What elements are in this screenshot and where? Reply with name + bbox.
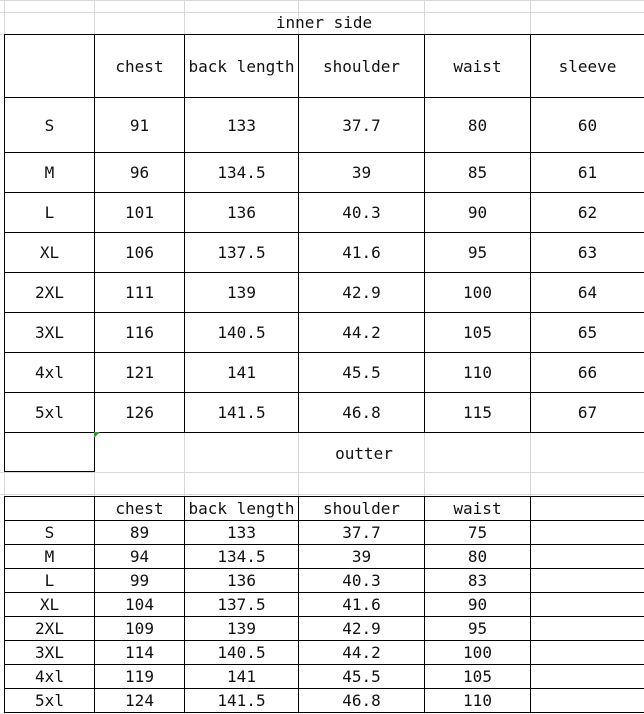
inner-table-cell[interactable]: 105 xyxy=(424,312,531,353)
inner-table-cell[interactable]: 85 xyxy=(424,152,531,193)
inner-table-cell[interactable]: 126 xyxy=(94,392,185,433)
gridline-horizontal xyxy=(0,0,644,1)
outer-table-cell[interactable]: 94 xyxy=(94,544,185,569)
gridline-horizontal xyxy=(0,472,644,473)
inner-table-cell[interactable]: 44.2 xyxy=(298,312,425,353)
outer-table-cell[interactable]: 44.2 xyxy=(298,640,425,665)
outer-table-cell[interactable] xyxy=(530,688,644,713)
outer-header-cell[interactable]: shoulder xyxy=(298,496,425,521)
outer-table-cell[interactable]: 141 xyxy=(184,664,299,689)
outer-table-cell[interactable] xyxy=(530,640,644,665)
outer-table-cell[interactable]: 109 xyxy=(94,616,185,641)
outer-table-cell[interactable]: 37.7 xyxy=(298,520,425,545)
inner-table-cell[interactable]: 141.5 xyxy=(184,392,299,433)
outer-size-label[interactable]: 5xl xyxy=(4,688,95,713)
inner-table-title: inner side xyxy=(275,13,373,32)
inner-table-cell[interactable]: 136 xyxy=(184,192,299,233)
outer-table-cell[interactable]: 90 xyxy=(424,592,531,617)
inner-table-cell[interactable]: 121 xyxy=(94,352,185,393)
outer-table-cell[interactable]: 89 xyxy=(94,520,185,545)
outer-header-cell[interactable]: back length xyxy=(184,496,299,521)
outer-table-cell[interactable]: 136 xyxy=(184,568,299,593)
inner-table-cell[interactable]: 67 xyxy=(530,392,644,433)
outer-table-title: outter xyxy=(335,444,393,463)
outer-table-cell[interactable]: 41.6 xyxy=(298,592,425,617)
inner-table-cell[interactable]: 140.5 xyxy=(184,312,299,353)
outer-table-cell[interactable]: 114 xyxy=(94,640,185,665)
inner-size-label[interactable]: L xyxy=(4,192,95,233)
inner-header-cell[interactable]: sleeve xyxy=(530,34,644,98)
outer-table-cell[interactable]: 39 xyxy=(298,544,425,569)
outer-table-cell[interactable]: 99 xyxy=(94,568,185,593)
inner-header-cell[interactable]: chest xyxy=(94,34,185,98)
outer-table-cell[interactable] xyxy=(530,616,644,641)
inner-table-cell[interactable]: 116 xyxy=(94,312,185,353)
outer-table-cell[interactable]: 80 xyxy=(424,544,531,569)
inner-table-cell[interactable]: 62 xyxy=(530,192,644,233)
inner-header-cell[interactable]: shoulder xyxy=(298,34,425,98)
outer-table-cell[interactable]: 140.5 xyxy=(184,640,299,665)
inner-table-cell[interactable]: 100 xyxy=(424,272,531,313)
outer-size-label[interactable]: 2XL xyxy=(4,616,95,641)
inner-table-cell[interactable]: 96 xyxy=(94,152,185,193)
inner-table-cell[interactable]: 137.5 xyxy=(184,232,299,273)
inner-table-cell[interactable]: 63 xyxy=(530,232,644,273)
outer-table-cell[interactable]: 137.5 xyxy=(184,592,299,617)
outer-table-cell[interactable]: 83 xyxy=(424,568,531,593)
inner-size-label[interactable]: 3XL xyxy=(4,312,95,353)
outer-size-label[interactable]: M xyxy=(4,544,95,569)
inner-table-cell[interactable]: 139 xyxy=(184,272,299,313)
inner-table-cell[interactable]: 37.7 xyxy=(298,97,425,153)
inner-table-cell[interactable]: 111 xyxy=(94,272,185,313)
outer-table-cell[interactable]: 133 xyxy=(184,520,299,545)
inner-table-cell[interactable]: 133 xyxy=(184,97,299,153)
outer-table-cell[interactable] xyxy=(530,664,644,689)
gridline-horizontal xyxy=(0,494,644,495)
inner-table-cell[interactable]: 45.5 xyxy=(298,352,425,393)
inner-table-cell[interactable]: 106 xyxy=(94,232,185,273)
outer-header-cell[interactable] xyxy=(530,496,644,521)
outer-table-cell[interactable] xyxy=(530,544,644,569)
outer-header-corner[interactable] xyxy=(4,496,95,521)
outer-table-cell[interactable]: 124 xyxy=(94,688,185,713)
outer-table-cell[interactable]: 45.5 xyxy=(298,664,425,689)
inner-table-cell[interactable]: 90 xyxy=(424,192,531,233)
outer-size-label[interactable]: S xyxy=(4,520,95,545)
inner-size-label[interactable]: 4xl xyxy=(4,352,95,393)
outer-table-cell[interactable]: 46.8 xyxy=(298,688,425,713)
outer-table-cell[interactable]: 42.9 xyxy=(298,616,425,641)
outer-table-cell[interactable]: 40.3 xyxy=(298,568,425,593)
inner-table-cell[interactable]: 40.3 xyxy=(298,192,425,233)
outer-size-label[interactable]: 3XL xyxy=(4,640,95,665)
comment-marker-icon xyxy=(94,432,100,438)
inner-table-cell[interactable]: 64 xyxy=(530,272,644,313)
inner-table-cell[interactable]: 115 xyxy=(424,392,531,433)
inner-table-cell[interactable]: 60 xyxy=(530,97,644,153)
outer-size-label[interactable]: XL xyxy=(4,592,95,617)
inner-size-label[interactable]: S xyxy=(4,97,95,153)
outer-size-label[interactable]: L xyxy=(4,568,95,593)
outer-table-cell[interactable]: 95 xyxy=(424,616,531,641)
outer-table-cell[interactable] xyxy=(530,568,644,593)
inner-size-label[interactable]: 2XL xyxy=(4,272,95,313)
inner-table-cell[interactable]: 141 xyxy=(184,352,299,393)
inner-table-cell[interactable]: 46.8 xyxy=(298,392,425,433)
inner-table-cell[interactable]: 42.9 xyxy=(298,272,425,313)
inner-table-cell[interactable]: 39 xyxy=(298,152,425,193)
inner-size-label[interactable]: M xyxy=(4,152,95,193)
outer-header-cell[interactable]: waist xyxy=(424,496,531,521)
outer-table-cell[interactable]: 134.5 xyxy=(184,544,299,569)
empty-cell[interactable] xyxy=(4,432,95,472)
inner-table-cell[interactable]: 95 xyxy=(424,232,531,273)
inner-table-cell[interactable]: 134.5 xyxy=(184,152,299,193)
outer-table-cell[interactable]: 100 xyxy=(424,640,531,665)
outer-table-cell[interactable]: 119 xyxy=(94,664,185,689)
inner-table-cell[interactable]: 41.6 xyxy=(298,232,425,273)
outer-size-label[interactable]: 4xl xyxy=(4,664,95,689)
outer-table-cell[interactable]: 105 xyxy=(424,664,531,689)
inner-table-cell[interactable]: 66 xyxy=(530,352,644,393)
outer-table-cell[interactable]: 141.5 xyxy=(184,688,299,713)
inner-table-cell[interactable]: 61 xyxy=(530,152,644,193)
inner-table-cell[interactable]: 101 xyxy=(94,192,185,233)
inner-header-cell[interactable]: waist xyxy=(424,34,531,98)
outer-table-cell[interactable] xyxy=(530,520,644,545)
outer-table-cell[interactable]: 110 xyxy=(424,688,531,713)
inner-size-label[interactable]: 5xl xyxy=(4,392,95,433)
inner-header-corner[interactable] xyxy=(4,34,95,98)
inner-table-cell[interactable]: 91 xyxy=(94,97,185,153)
inner-table-cell[interactable]: 65 xyxy=(530,312,644,353)
inner-header-cell[interactable]: back length xyxy=(184,34,299,98)
outer-header-cell[interactable]: chest xyxy=(94,496,185,521)
outer-table-cell[interactable] xyxy=(530,592,644,617)
outer-table-cell[interactable]: 139 xyxy=(184,616,299,641)
inner-size-label[interactable]: XL xyxy=(4,232,95,273)
outer-table-cell[interactable]: 75 xyxy=(424,520,531,545)
inner-table-cell[interactable]: 80 xyxy=(424,97,531,153)
outer-table-cell[interactable]: 104 xyxy=(94,592,185,617)
inner-table-cell[interactable]: 110 xyxy=(424,352,531,393)
